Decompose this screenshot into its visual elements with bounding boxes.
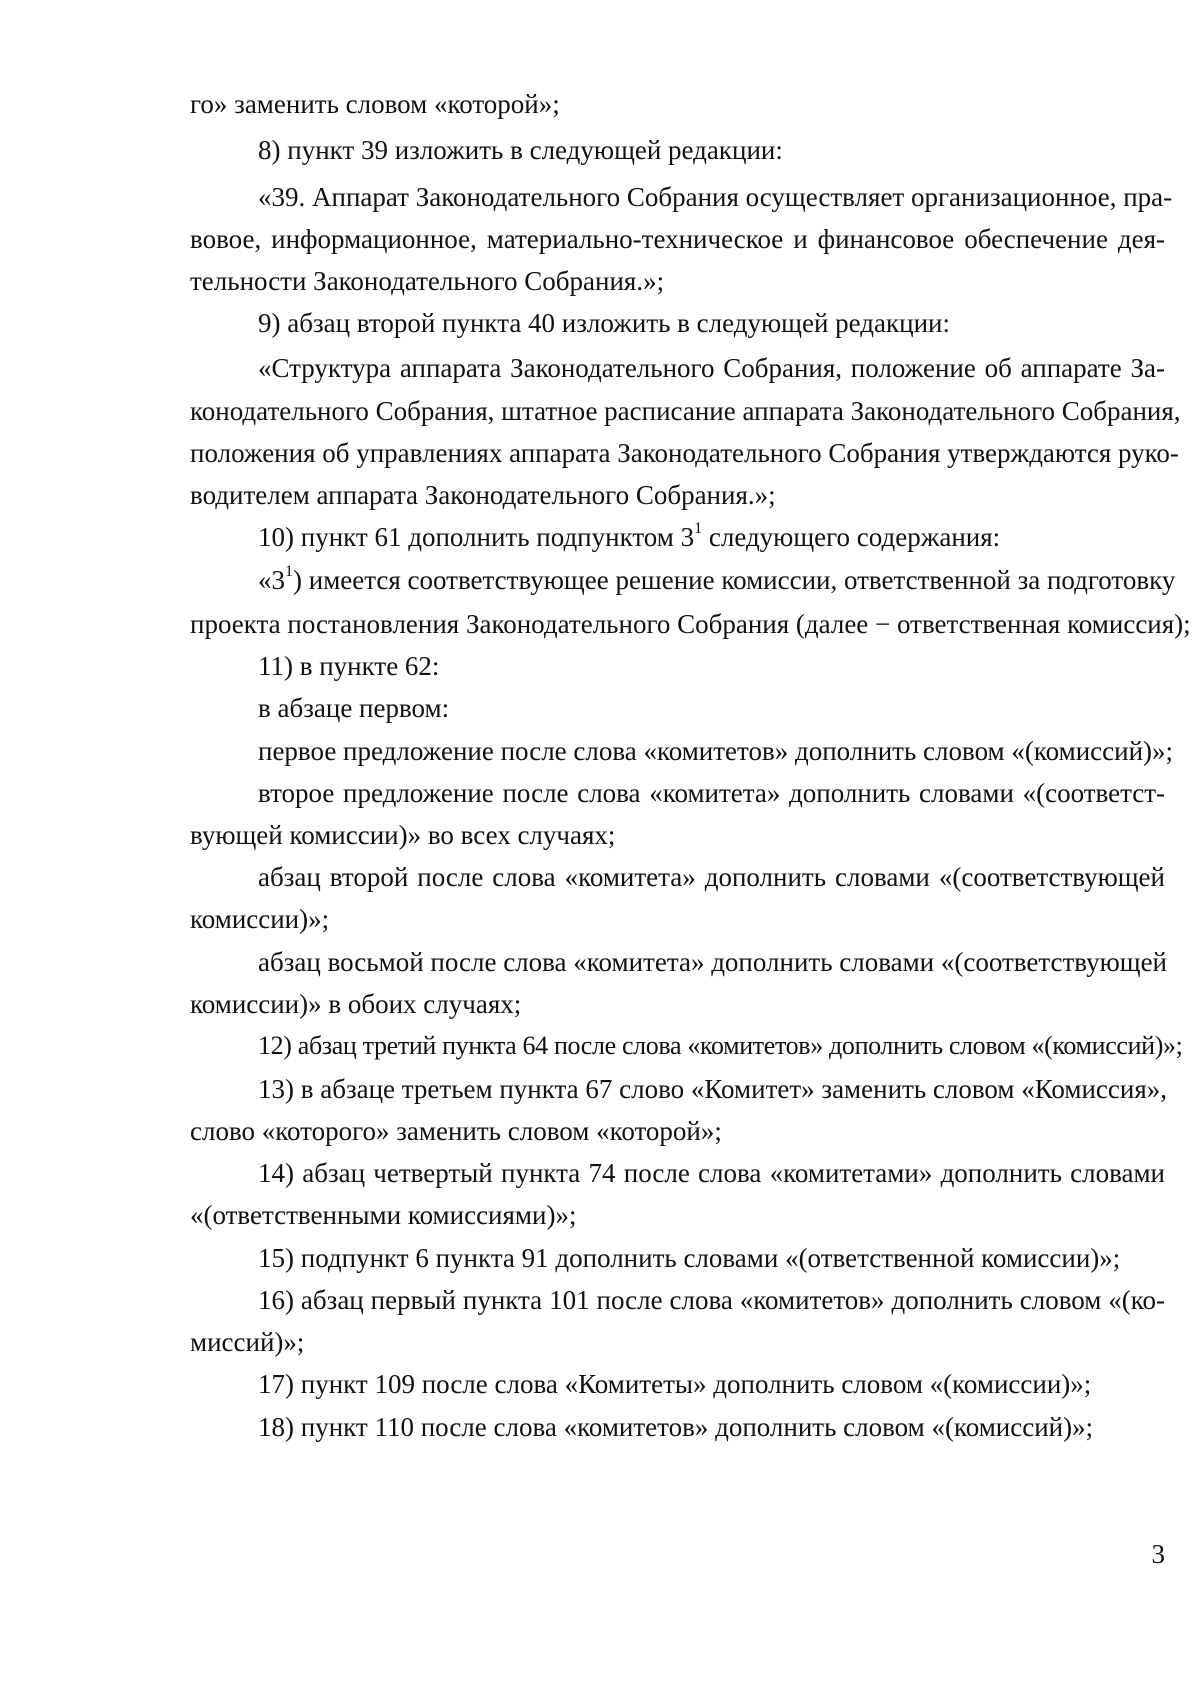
text-line: «39. Аппарат Законодательного Собрания осуществляет организационное, пра- bbox=[258, 182, 1173, 212]
text-line: абзац восьмой после слова «комитета» дополнить словами «(соответствующей bbox=[258, 947, 1168, 977]
text-line: «(ответственными комиссиями)»; bbox=[190, 1200, 577, 1230]
text-line: 13) в абзаце третьем пункта 67 слово «Комитет» заменить словом «Комиссия», bbox=[258, 1074, 1167, 1104]
text-line: вующей комиссии)» во всех случаях; bbox=[190, 820, 616, 850]
page-number: 3 bbox=[1151, 1539, 1165, 1569]
text-line: вовое, информационное, материально-техническое и финансовое обеспечение дея- bbox=[190, 224, 1165, 254]
text-line: положения об управлениях аппарата Законодательного Собрания утверждаются руко- bbox=[190, 438, 1179, 468]
text-line: комиссии)»; bbox=[190, 904, 330, 934]
text-line: тельности Законодательного Собрания.»; bbox=[190, 266, 665, 296]
text-line: первое предложение после слова «комитетов» дополнить словом «(комиссий)»; bbox=[258, 736, 1174, 766]
text-segment: «3 bbox=[258, 565, 285, 595]
text-line: 9) абзац второй пункта 40 изложить в следующей редакции: bbox=[258, 308, 950, 338]
text-line bbox=[258, 519, 1165, 555]
text-line: 15) подпункт 6 пункта 91 дополнить словами «(ответственной комиссии)»; bbox=[258, 1243, 1121, 1273]
text-segment: 10) пункт 61 дополнить подпунктом 3 bbox=[258, 522, 695, 552]
text-line: 16) абзац первый пункта 101 после слова «комитетов» дополнить словом «(ко- bbox=[258, 1285, 1165, 1315]
text-segment: ) имеется соответствующее решение комиссии, ответственной за подготовку bbox=[293, 565, 1176, 595]
text-line: 12) абзац третий пункта 64 после слова «комитетов» дополнить словом «(комиссий)»; bbox=[258, 1031, 1183, 1060]
text-line: в абзаце первом: bbox=[258, 693, 450, 723]
text-line: го» заменить словом «которой»; bbox=[190, 89, 560, 119]
text-line: 11) в пункте 62: bbox=[258, 651, 440, 681]
text-line: 17) пункт 109 после слова «Комитеты» дополнить словом «(комиссии)»; bbox=[258, 1369, 1092, 1399]
text-line: 14) абзац четвертый пункта 74 после слова «комитетами» дополнить словами bbox=[258, 1158, 1165, 1188]
text-line: конодательного Собрания, штатное расписание аппарата Законодательного Собрания, bbox=[190, 396, 1181, 426]
text-line: комиссии)» в обоих случаях; bbox=[190, 989, 522, 1019]
text-line: слово «которого» заменить словом «которой»; bbox=[190, 1116, 722, 1146]
superscript: 1 bbox=[285, 563, 293, 580]
text-line: 18) пункт 110 после слова «комитетов» дополнить словом «(комиссий)»; bbox=[258, 1412, 1094, 1442]
text-line: 8) пункт 39 изложить в следующей редакции: bbox=[258, 135, 783, 165]
text-line: миссий)»; bbox=[190, 1327, 305, 1357]
text-line: водителем аппарата Законодательного Собрания.»; bbox=[190, 480, 776, 510]
text-line: «Структура аппарата Законодательного Собрания, положение об аппарате За- bbox=[258, 353, 1165, 383]
text-segment: следующего содержания: bbox=[702, 522, 1001, 552]
text-line: абзац второй после слова «комитета» дополнить словами «(соответствующей bbox=[258, 862, 1165, 892]
text-line: второе предложение после слова «комитета» дополнить словами «(соответст- bbox=[258, 778, 1165, 808]
superscript: 1 bbox=[694, 520, 703, 537]
text-line bbox=[258, 562, 1176, 598]
text-line: проекта постановления Законодательного Собрания (далее − ответственная комиссия); bbox=[190, 609, 1191, 639]
